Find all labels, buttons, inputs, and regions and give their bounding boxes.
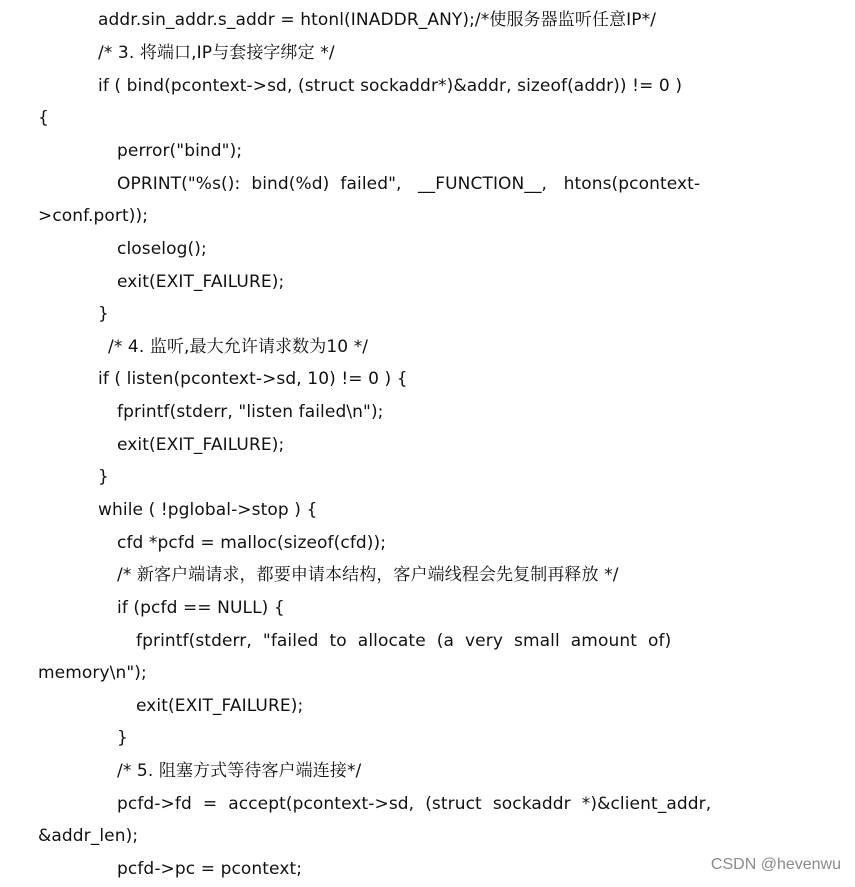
code-line: { <box>38 108 49 128</box>
code-line: if ( listen(pcontext->sd, 10) != 0 ) { <box>98 369 408 389</box>
watermark: CSDN @hevenwu <box>710 856 841 873</box>
code-comment-line: /* 3. 将端口,IP与套接字绑定 */ <box>98 43 335 63</box>
code-line: pcfd->fd = accept(pcontext->sd, (struct sockaddr *)&client_addr, <box>117 794 712 814</box>
code-line: } <box>98 467 109 487</box>
code-line: exit(EXIT_FAILURE); <box>117 435 285 455</box>
code-line: &addr_len); <box>38 826 139 846</box>
code-comment-line: /* 新客户端请求，都要申请本结构，客户端线程会先复制再释放 */ <box>117 565 619 585</box>
code-line: addr.sin_addr.s_addr = htonl(INADDR_ANY);/*使服务器监听任意IP*/ <box>98 10 657 30</box>
code-comment-line: /* 5. 阻塞方式等待客户端连接*/ <box>117 761 362 781</box>
code-line: if ( bind(pcontext->sd, (struct sockaddr*)&addr, sizeof(addr)) != 0 ) <box>98 76 683 96</box>
code-line: while ( !pglobal->stop ) { <box>98 500 318 520</box>
code-line: exit(EXIT_FAILURE); <box>136 696 304 716</box>
code-line: cfd *pcfd = malloc(sizeof(cfd)); <box>117 533 387 553</box>
code-comment-line: /* 4. 监听,最大允许请求数为10 */ <box>108 337 369 357</box>
code-line: } <box>117 728 128 748</box>
code-line: exit(EXIT_FAILURE); <box>117 272 285 292</box>
code-line: >conf.port)); <box>38 206 149 226</box>
code-line: fprintf(stderr, "failed to allocate (a very small amount of) <box>136 631 672 651</box>
code-line: OPRINT("%s(): bind(%d) failed", __FUNCTION__, htons(pcontext- <box>117 174 701 194</box>
code-line: closelog(); <box>117 239 207 259</box>
code-line: fprintf(stderr, "listen failed\n"); <box>117 402 384 422</box>
code-line: memory\n"); <box>38 663 147 683</box>
code-line: pcfd->pc = pcontext; <box>117 859 303 879</box>
code-line: } <box>98 304 109 324</box>
code-line: if (pcfd == NULL) { <box>117 598 285 618</box>
code-line: perror("bind"); <box>117 141 243 161</box>
